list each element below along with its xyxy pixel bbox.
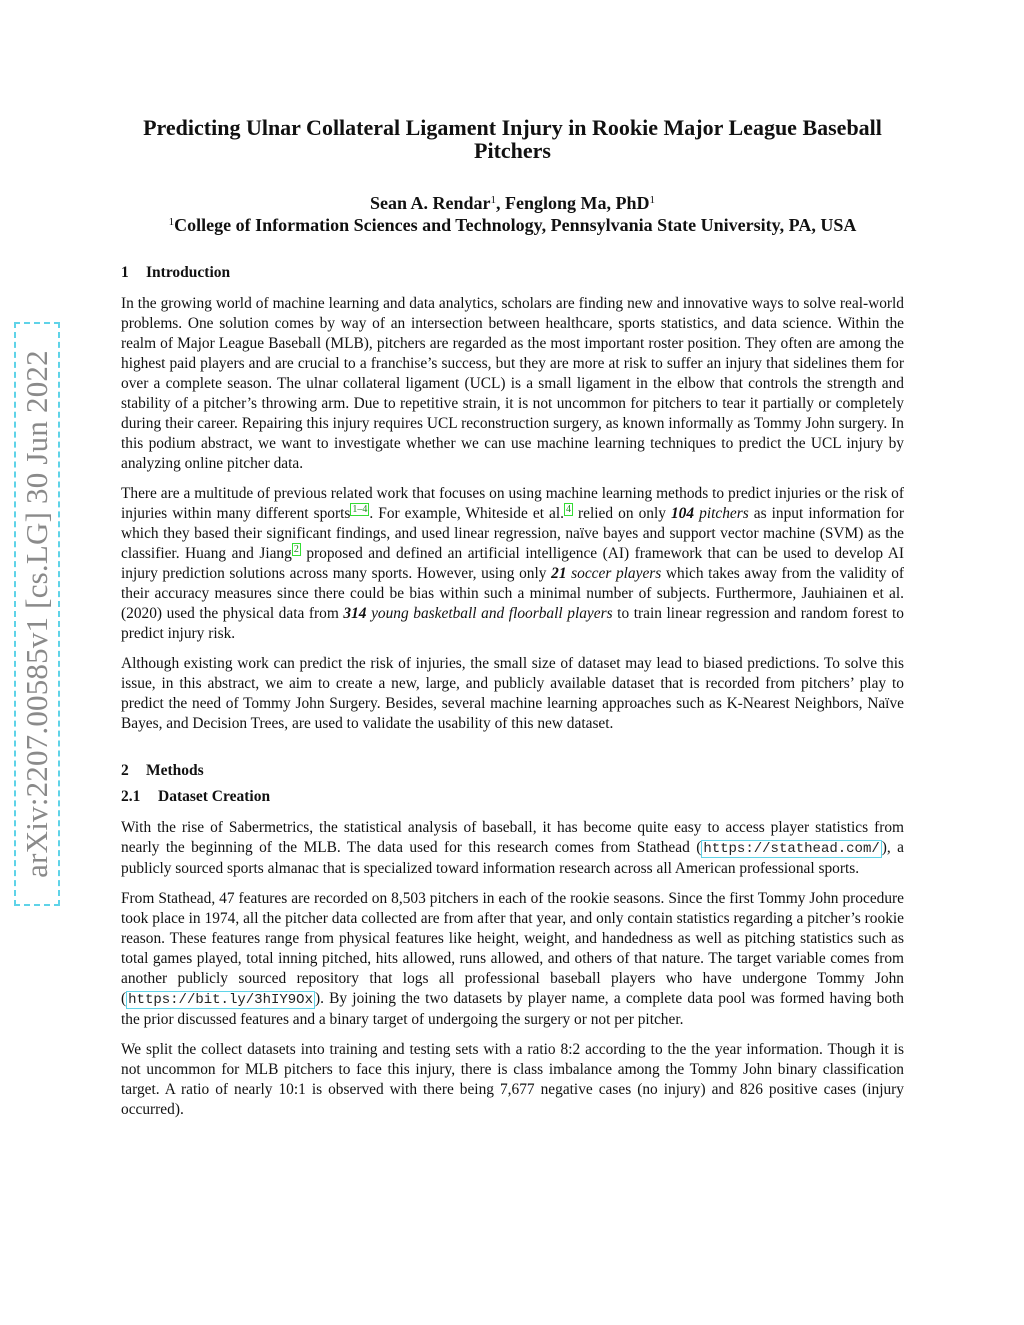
arxiv-watermark-text: arXiv:2207.00585v1 [cs.LG] 30 Jun 2022 bbox=[19, 350, 54, 878]
methods-paragraph-2 bbox=[121, 889, 904, 1030]
paragraph-text: which takes away from the validity of their accuracy measures since there could be bias within such a minimal number of subjects. Furthermore, Jauhiainen et al. (2020) used the physical data from bbox=[121, 565, 905, 622]
section-title: Introduction bbox=[146, 264, 231, 281]
paper-title: Predicting Ulnar Collateral Ligament Injury in Rookie Major League Baseball Pitchers bbox=[143, 115, 882, 163]
methods-paragraph-1 bbox=[121, 818, 904, 879]
emphasis-number: 21 bbox=[551, 565, 567, 582]
paragraph-text: as input information for which they based their significant findings, and used linear regression, naïve bayes and support vector machine (SVM) as the classifier. Huang and Jiang bbox=[121, 505, 904, 562]
paragraph-text: relied on only bbox=[573, 505, 671, 522]
emphasis-text: young basketball and floorball players bbox=[366, 605, 613, 622]
section-heading-methods bbox=[121, 761, 904, 781]
section-title: Methods bbox=[146, 762, 204, 779]
emphasis-number: 104 bbox=[670, 505, 695, 522]
emphasis-text: soccer players bbox=[566, 565, 662, 582]
arxiv-watermark[interactable] bbox=[14, 322, 60, 906]
author-separator: , bbox=[496, 193, 505, 213]
paragraph-text: to train linear regression and random forest to predict injury risk. bbox=[121, 605, 904, 642]
tommy-john-list-url-link[interactable]: https://bit.ly/3hIY9Ox bbox=[128, 992, 313, 1008]
intro-paragraph-2 bbox=[121, 484, 904, 644]
stathead-url-link[interactable]: https://stathead.com/ bbox=[703, 841, 880, 857]
affiliation-text: College of Information Sciences and Technology, Pennsylvania State University, PA, USA bbox=[174, 215, 857, 235]
affiliation-line bbox=[121, 214, 904, 236]
emphasis-text: pitchers bbox=[694, 505, 749, 522]
subsection-number: 2.1 bbox=[121, 788, 141, 805]
paragraph-text: There are a multitude of previous related work that focuses on using machine learning methods to predict injuries or the risk of injuries within many different sports bbox=[121, 485, 904, 522]
methods-paragraph-3: We split the collect datasets into training and testing sets with a ratio 8:2 according to the the year information. Though it is not uncommon for MLB pitchers to face this injury, there is class imbalance among the Tommy John binary classification target. A ratio of nearly 10:1 is observed with there being 7,677 negative cases (no injury) and 826 positive cases (injury occurred). bbox=[121, 1041, 904, 1118]
section-heading-introduction bbox=[121, 263, 904, 283]
paper-page bbox=[121, 116, 904, 1120]
section-number: 1 bbox=[121, 264, 129, 281]
author-affil-mark: 1 bbox=[490, 194, 496, 206]
section-number: 2 bbox=[121, 762, 129, 779]
intro-paragraph-3: Although existing work can predict the risk of injuries, the small size of dataset may lead to biased predictions. To solve this issue, in this abstract, we aim to create a new, large, and publicly available dataset that is recorded from pitchers’ play to predict the need of Tommy John Surgery. Besides, several machine learning approaches such as K-Nearest Neighbors, Naïve Bayes, and Decision Trees, are used to validate the usability of this new dataset. bbox=[121, 655, 904, 732]
author-name: Fenglong Ma, PhD bbox=[505, 193, 650, 213]
emphasis-number: 314 bbox=[343, 605, 367, 622]
citation-link[interactable]: 1–4 bbox=[352, 504, 368, 515]
author-affil-mark: 1 bbox=[649, 194, 656, 206]
paragraph-text: . For example, Whiteside et al. bbox=[369, 505, 564, 522]
author-line bbox=[121, 192, 904, 214]
citation-link[interactable]: 4 bbox=[566, 504, 571, 515]
subsection-title: Dataset Creation bbox=[158, 788, 271, 805]
affiliation-mark: 1 bbox=[168, 216, 175, 228]
paragraph-text: ), a publicly sourced sports almanac that is specialized toward information research across all American professional sports. bbox=[121, 839, 904, 877]
paragraph-text: proposed and defined an artificial intelligence (AI) framework that can be used to develop AI injury prediction solutions across many sports. However, using only bbox=[121, 545, 904, 582]
paragraph-text: ). By joining the two datasets by player name, a complete data pool was formed having both the prior discussed features and a binary target of undergoing the surgery or not per pitcher. bbox=[121, 990, 904, 1028]
author-name: Sean A. Rendar bbox=[369, 193, 491, 213]
paragraph-text: With the rise of Sabermetrics, the statistical analysis of baseball, it has become quite easy to access player statistics from nearly the beginning of the MLB. The data used for this research comes from Stathead ( bbox=[121, 819, 904, 856]
citation-link[interactable]: 2 bbox=[293, 544, 299, 555]
subsection-heading-dataset-creation bbox=[121, 787, 904, 807]
paragraph-text: From Stathead, 47 features are recorded on 8,503 pitchers in each of the rookie seasons. Since the first Tommy John procedure took place in 1974, all the pitcher data collected are from after that year, and only contain statistics regarding a pitcher’s rookie reason. These features range from physical features like height, weight, and handedness as well as pitching statistics such as total games played, total inning pitched, hits allowed, runs allowed, and others of that nature. The target variable comes from another publicly sourced repository that logs all professional baseball players who have undergone Tommy John ( bbox=[121, 890, 904, 1007]
intro-paragraph-1: In the growing world of machine learning and data analytics, scholars are finding new and innovative ways to solve real-world problems. One solution comes by way of an intersection between healthcare, sports statistics, and data science. Within the realm of Major League Baseball (MLB), pitchers are regarded as the most important roster position. They often are among the highest paid players and are crucial to a franchise’s success, but they are more at risk to suffer an injury that sidelines them for over a complete season. The ulnar collateral ligament (UCL) is a small ligament in the elbow that controls the strength and stability of a pitcher’s throwing arm. Due to repetitive strain, it is not uncommon for pitchers to tear it partially or completely during their career. Repairing this injury requires UCL reconstruction surgery, as known informally as Tommy John surgery. In this podium abstract, we want to investigate whether we can use machine learning techniques to predict the UCL injury by analyzing online pitcher data. bbox=[121, 295, 904, 472]
